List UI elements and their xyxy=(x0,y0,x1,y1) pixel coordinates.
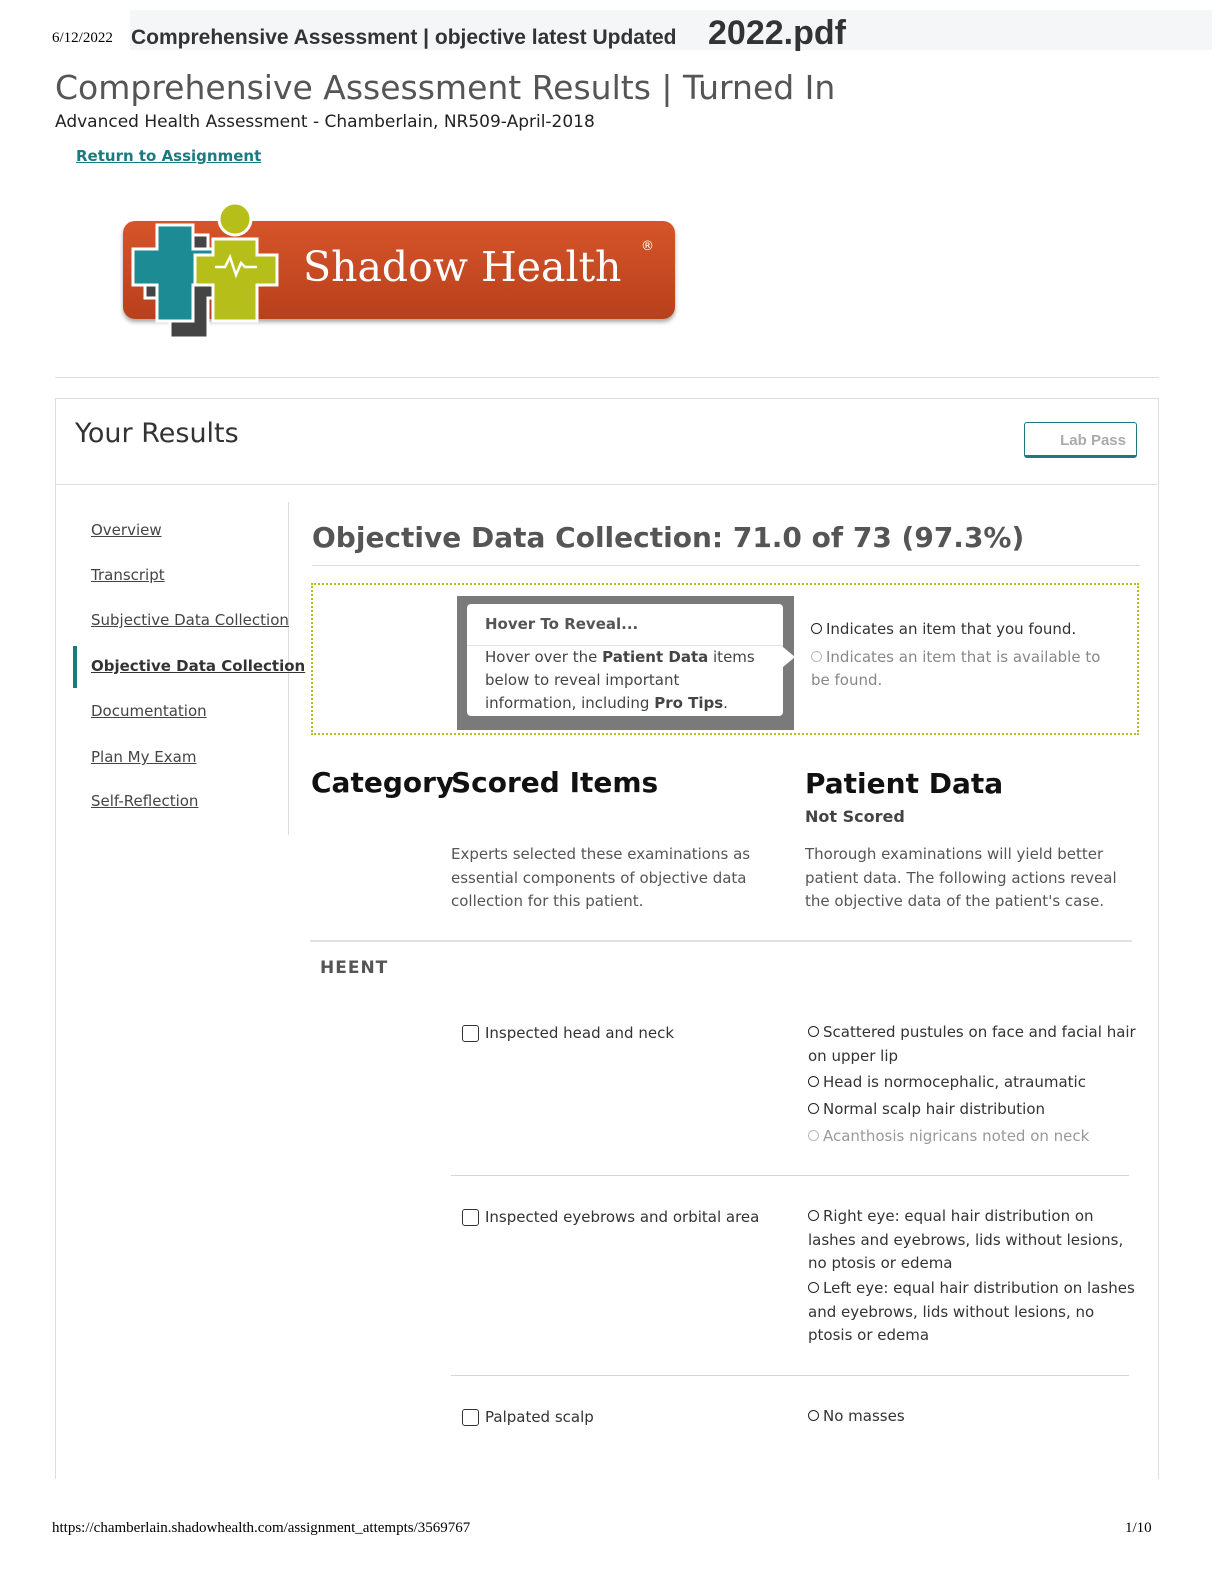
patient-data-item[interactable]: Normal scalp hair distribution xyxy=(808,1098,1138,1122)
legend-found: Indicates an item that you found. xyxy=(811,620,1076,638)
patient-data-item[interactable]: Scattered pustules on face and facial hair on upper lip xyxy=(808,1023,1136,1065)
nav-item-transcript[interactable]: Transcript xyxy=(91,566,165,584)
scored-item: Inspected head and neck xyxy=(462,1024,674,1042)
patient-data-item[interactable]: Right eye: equal hair distribution on lashes and eyebrows, lids without lesions, no ptosis or edema xyxy=(808,1207,1124,1272)
category-heent: HEENT xyxy=(320,958,389,978)
scored-item: Inspected eyebrows and orbital area xyxy=(462,1208,759,1226)
medical-cross-figure-icon xyxy=(115,195,315,345)
found-circle-icon xyxy=(808,1410,819,1421)
nav-item-documentation[interactable]: Documentation xyxy=(91,702,207,720)
divider xyxy=(312,565,1140,566)
page-title: Comprehensive Assessment Results | Turned In xyxy=(55,68,836,107)
available-circle-icon xyxy=(808,1130,819,1141)
legend-available: Indicates an item that is available to be found. xyxy=(811,648,1101,689)
logo-text: Shadow Health xyxy=(303,243,622,291)
objective-score-title: Objective Data Collection: 71.0 of 73 (97.3%) xyxy=(312,521,1025,554)
patient-data-item[interactable]: Acanthosis nigricans noted on neck xyxy=(808,1125,1138,1149)
checkbox-icon xyxy=(462,1025,479,1042)
patient-data-item[interactable]: No masses xyxy=(808,1405,1138,1429)
tooltip-body: Hover over the Patient Data items below to reveal important information, including Pro Tips. xyxy=(485,648,755,712)
return-to-assignment-link[interactable]: Return to Assignment xyxy=(76,147,262,165)
found-circle-icon xyxy=(811,623,822,634)
lab-pass-button[interactable]: Lab Pass xyxy=(1024,422,1137,458)
nav-item-plan-my-exam[interactable]: Plan My Exam xyxy=(91,748,197,766)
nav-item-subjective-data-collection[interactable]: Subjective Data Collection xyxy=(91,611,289,629)
found-circle-icon xyxy=(808,1103,819,1114)
nav-item-overview[interactable]: Overview xyxy=(91,521,162,539)
column-header-scored-items: Scored Items xyxy=(451,766,659,799)
divider xyxy=(55,377,1159,378)
nav-active-indicator xyxy=(73,646,77,688)
column-header-patient-data: Patient Data xyxy=(805,767,1004,800)
document-title-extension: 2022.pdf xyxy=(708,14,846,52)
patient-data-description: Thorough examinations will yield better patient data. The following actions reveal the objective data of the patient's case. xyxy=(805,845,1117,910)
row-divider xyxy=(451,1175,1129,1176)
scored-item: Palpated scalp xyxy=(462,1408,594,1426)
results-title: Your Results xyxy=(75,418,239,449)
document-title: Comprehensive Assessment | objective latest Updated xyxy=(131,26,677,49)
tooltip-arrow xyxy=(783,647,795,667)
nav-item-objective-data-collection[interactable]: Objective Data Collection xyxy=(91,657,306,675)
divider xyxy=(310,940,1132,942)
registered-mark: ® xyxy=(641,239,654,254)
print-date: 6/12/2022 xyxy=(52,30,113,46)
scored-items-description: Experts selected these examinations as essential components of objective data collection for this patient. xyxy=(451,845,751,910)
shadow-health-logo xyxy=(115,195,680,345)
patient-data-item[interactable]: Left eye: equal hair distribution on lashes and eyebrows, lids without lesions, no ptosis or edema xyxy=(808,1279,1135,1344)
found-circle-icon xyxy=(808,1076,819,1087)
patient-data-item[interactable]: Head is normocephalic, atraumatic xyxy=(808,1071,1138,1095)
checkbox-icon xyxy=(462,1409,479,1426)
column-header-category: Category xyxy=(311,766,455,799)
nav-item-self-reflection[interactable]: Self-Reflection xyxy=(91,792,199,810)
footer-page-number: 1/10 xyxy=(1125,1520,1152,1536)
available-circle-icon xyxy=(811,651,822,662)
found-circle-icon xyxy=(808,1282,819,1293)
found-circle-icon xyxy=(808,1210,819,1221)
found-circle-icon xyxy=(808,1026,819,1037)
checkbox-icon xyxy=(462,1209,479,1226)
footer-url: https://chamberlain.shadowhealth.com/assignment_attempts/3569767 xyxy=(52,1520,471,1536)
course-subtitle: Advanced Health Assessment - Chamberlain, NR509-April-2018 xyxy=(55,112,595,132)
tooltip-title: Hover To Reveal... xyxy=(485,615,639,633)
not-scored-label: Not Scored xyxy=(805,807,905,826)
row-divider xyxy=(451,1375,1129,1376)
